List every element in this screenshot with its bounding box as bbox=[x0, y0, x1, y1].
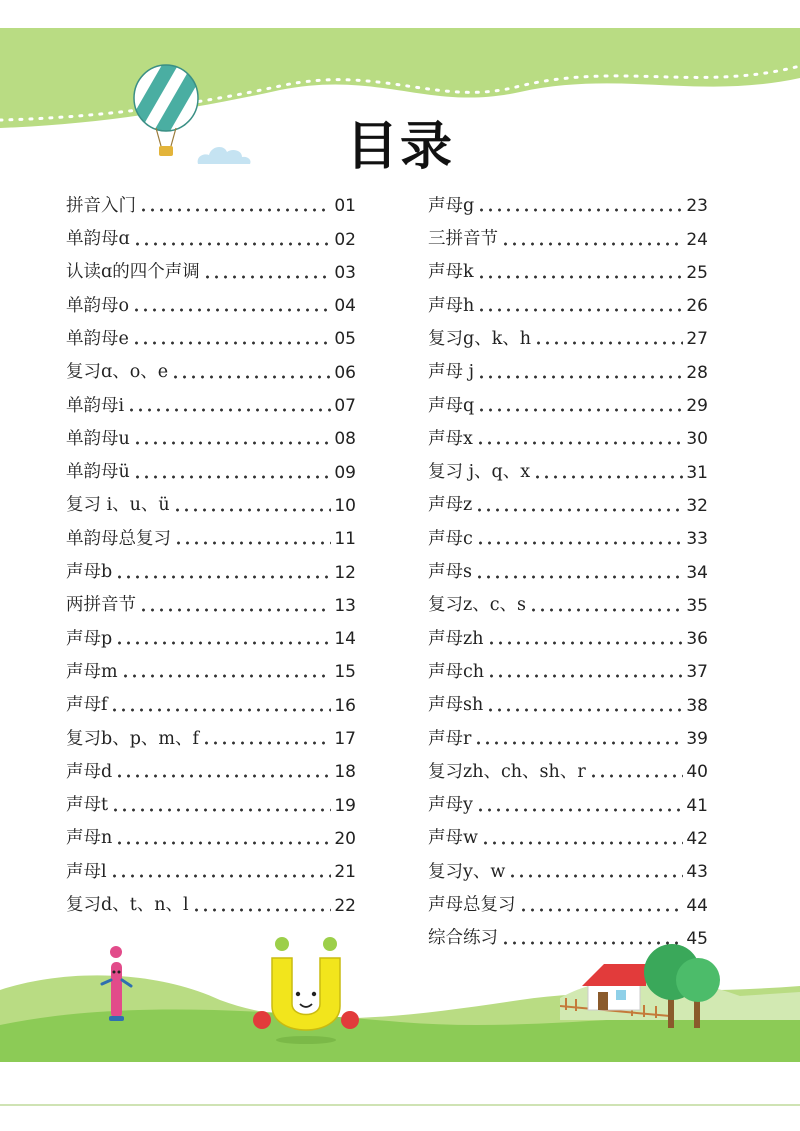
toc-entry-label: 认读ɑ的四个声调 bbox=[66, 262, 200, 283]
toc-entry-page-number: 23 bbox=[686, 196, 708, 217]
toc-entry-page-number: 12 bbox=[334, 562, 356, 583]
toc-leader-dots bbox=[133, 237, 332, 247]
toc-entry-label: 声母c bbox=[428, 528, 473, 549]
toc-entry-label: 单韵母ɑ bbox=[66, 229, 130, 250]
toc-entry-label: 单韵母u bbox=[66, 428, 130, 449]
toc-entry-page-number: 37 bbox=[686, 662, 708, 683]
toc-entry-page-number: 43 bbox=[686, 862, 708, 883]
toc-entry-page-number: 05 bbox=[334, 329, 356, 350]
toc-leader-dots bbox=[501, 936, 683, 946]
toc-entry-label: 单韵母总复习 bbox=[66, 528, 171, 549]
toc-leader-dots bbox=[487, 669, 683, 679]
toc-entry-label: 单韵母i bbox=[66, 395, 125, 416]
toc-leader-dots bbox=[486, 703, 683, 713]
toc-entry-label: 声母q bbox=[428, 395, 475, 416]
toc-entry-page-number: 36 bbox=[686, 629, 708, 650]
toc-leader-dots bbox=[174, 536, 331, 546]
toc-entry[interactable] bbox=[66, 685, 356, 718]
toc-entry-label: 声母ch bbox=[428, 661, 485, 682]
toc-entry[interactable] bbox=[428, 652, 708, 685]
toc-leader-dots bbox=[476, 536, 684, 546]
toc-entry-page-number: 29 bbox=[686, 396, 708, 417]
toc-leader-dots bbox=[476, 803, 683, 813]
toc-entry-page-number: 04 bbox=[334, 296, 356, 317]
toc-leader-dots bbox=[533, 470, 683, 480]
toc-entry-label: 声母p bbox=[66, 628, 113, 649]
toc-entry-page-number: 28 bbox=[686, 362, 708, 383]
toc-leader-dots bbox=[477, 270, 684, 280]
toc-entry-page-number: 44 bbox=[686, 895, 708, 916]
toc-entry-page-number: 20 bbox=[334, 828, 356, 849]
page-title: 目录 bbox=[345, 117, 454, 177]
toc-entry[interactable] bbox=[428, 785, 708, 818]
toc-entry-page-number: 39 bbox=[686, 729, 708, 750]
toc-entry-label: 单韵母e bbox=[66, 328, 129, 349]
toc-entry-label: 声母总复习 bbox=[428, 895, 516, 916]
toc-entry-page-number: 25 bbox=[686, 262, 708, 283]
toc-leader-dots bbox=[139, 203, 331, 213]
toc-entry-page-number: 10 bbox=[334, 495, 356, 516]
toc-entry[interactable] bbox=[428, 919, 708, 952]
toc-entry[interactable] bbox=[428, 352, 708, 385]
toc-leader-dots bbox=[173, 503, 332, 513]
toc-entry[interactable] bbox=[428, 885, 708, 918]
toc-entry-page-number: 41 bbox=[686, 795, 708, 816]
toc-leader-dots bbox=[203, 270, 332, 280]
toc-entry[interactable] bbox=[66, 419, 356, 452]
toc-column-left bbox=[66, 186, 356, 919]
toc-entry-page-number: 15 bbox=[334, 662, 356, 683]
toc-entry-page-number: 19 bbox=[334, 795, 356, 816]
toc-leader-dots bbox=[121, 669, 332, 679]
toc-leader-dots bbox=[110, 703, 331, 713]
toc-leader-dots bbox=[139, 603, 331, 613]
toc-entry-label: 声母t bbox=[66, 795, 109, 816]
toc-entry-label: 声母h bbox=[428, 295, 475, 316]
toc-leader-dots bbox=[133, 470, 332, 480]
toc-entry-page-number: 03 bbox=[334, 262, 356, 283]
toc-entry-label: 声母n bbox=[66, 828, 113, 849]
footer-divider-line bbox=[0, 1104, 800, 1106]
toc-entry-label: 复习 i、u、ü bbox=[66, 495, 170, 516]
toc-entry-label: 两拼音节 bbox=[66, 595, 136, 616]
toc-entry-page-number: 16 bbox=[334, 695, 356, 716]
toc-entry-page-number: 34 bbox=[686, 562, 708, 583]
toc-leader-dots bbox=[171, 370, 331, 380]
toc-entry[interactable] bbox=[428, 486, 708, 519]
toc-entry-label: 拼音入门 bbox=[66, 195, 136, 216]
toc-entry[interactable] bbox=[428, 219, 708, 252]
toc-entry-label: 声母r bbox=[428, 728, 472, 749]
toc-entry-page-number: 09 bbox=[334, 462, 356, 483]
toc-entry-label: 声母f bbox=[66, 695, 108, 716]
toc-entry-label: 声母s bbox=[428, 562, 472, 583]
toc-entry[interactable] bbox=[428, 685, 708, 718]
toc-entry-label: 声母x bbox=[428, 428, 473, 449]
toc-entry[interactable] bbox=[428, 419, 708, 452]
toc-entry[interactable] bbox=[66, 386, 356, 419]
toc-entry-page-number: 14 bbox=[334, 629, 356, 650]
toc-leader-dots bbox=[487, 636, 684, 646]
toc-entry-page-number: 22 bbox=[334, 895, 356, 916]
toc-entry-page-number: 27 bbox=[686, 329, 708, 350]
toc-leader-dots bbox=[477, 370, 683, 380]
toc-entry-page-number: 17 bbox=[334, 729, 356, 750]
toc-entry-label: 复习ɑ、o、e bbox=[66, 362, 169, 383]
toc-entry[interactable] bbox=[66, 519, 356, 552]
toc-entry[interactable] bbox=[428, 586, 708, 619]
toc-leader-dots bbox=[192, 903, 332, 913]
toc-entry[interactable] bbox=[66, 586, 356, 619]
toc-entry[interactable] bbox=[66, 286, 356, 319]
toc-entry-label: 声母 j bbox=[428, 362, 474, 383]
toc-entry[interactable] bbox=[66, 253, 356, 286]
toc-leader-dots bbox=[474, 736, 683, 746]
toc-entry-label: 声母w bbox=[428, 828, 478, 849]
toc-entry-label: 复习b、p、m、f bbox=[66, 728, 199, 749]
toc-entry-label: 复习z、c、s bbox=[428, 595, 527, 616]
toc-entry[interactable] bbox=[66, 186, 356, 219]
toc-entry-label: 声母g bbox=[428, 195, 475, 216]
toc-entry[interactable] bbox=[428, 852, 708, 885]
toc-entry[interactable] bbox=[66, 486, 356, 519]
toc-entry[interactable] bbox=[428, 452, 708, 485]
toc-leader-dots bbox=[115, 769, 331, 779]
toc-leader-dots bbox=[519, 903, 684, 913]
toc-leader-dots bbox=[477, 403, 683, 413]
toc-entry-label: 声母d bbox=[66, 761, 113, 782]
toc-entry-page-number: 08 bbox=[334, 429, 356, 450]
toc-entry[interactable] bbox=[66, 319, 356, 352]
toc-entry-page-number: 13 bbox=[334, 595, 356, 616]
toc-entry[interactable] bbox=[428, 186, 708, 219]
toc-entry[interactable] bbox=[66, 552, 356, 585]
toc-leader-dots bbox=[202, 736, 331, 746]
toc-leader-dots bbox=[477, 203, 683, 213]
toc-entry[interactable] bbox=[428, 386, 708, 419]
toc-entry-label: 复习d、t、n、l bbox=[66, 895, 189, 916]
toc-entry-page-number: 38 bbox=[686, 695, 708, 716]
toc-leader-dots bbox=[115, 570, 331, 580]
toc-entry[interactable] bbox=[66, 619, 356, 652]
toc-entry-page-number: 45 bbox=[686, 928, 708, 949]
toc-entry-page-number: 33 bbox=[686, 529, 708, 550]
toc-entry[interactable] bbox=[66, 352, 356, 385]
toc-entry-page-number: 18 bbox=[334, 762, 356, 783]
toc-entry[interactable] bbox=[428, 819, 708, 852]
toc-entry-label: 声母zh bbox=[428, 628, 484, 649]
toc-leader-dots bbox=[508, 869, 683, 879]
toc-entry-label: 声母l bbox=[66, 861, 107, 882]
toc-entry-page-number: 06 bbox=[334, 362, 356, 383]
toc-entry[interactable] bbox=[66, 819, 356, 852]
toc-entry[interactable] bbox=[66, 719, 356, 752]
toc-entry-page-number: 11 bbox=[334, 529, 356, 550]
toc-entry-label: 声母y bbox=[428, 795, 473, 816]
toc-leader-dots bbox=[501, 237, 683, 247]
toc-entry-label: 声母b bbox=[66, 562, 113, 583]
toc-entry-page-number: 42 bbox=[686, 828, 708, 849]
toc-entry-page-number: 32 bbox=[686, 495, 708, 516]
toc-leader-dots bbox=[110, 869, 332, 879]
toc-leader-dots bbox=[133, 436, 332, 446]
toc-entry[interactable] bbox=[428, 286, 708, 319]
toc-leader-dots bbox=[477, 303, 683, 313]
toc-entry[interactable] bbox=[66, 785, 356, 818]
toc-entry[interactable] bbox=[66, 752, 356, 785]
toc-leader-dots bbox=[589, 769, 684, 779]
toc-leader-dots bbox=[115, 636, 331, 646]
toc-entry-page-number: 01 bbox=[334, 196, 356, 217]
toc-entry[interactable] bbox=[428, 619, 708, 652]
toc-leader-dots bbox=[132, 336, 332, 346]
toc-entry[interactable] bbox=[428, 752, 708, 785]
toc-entry-label: 复习g、k、h bbox=[428, 328, 532, 349]
toc-leader-dots bbox=[115, 836, 331, 846]
toc-entry-label: 声母z bbox=[428, 495, 473, 516]
letter-i-character-icon bbox=[100, 944, 134, 1024]
toc-entry[interactable] bbox=[66, 219, 356, 252]
toc-leader-dots bbox=[127, 403, 331, 413]
toc-leader-dots bbox=[481, 836, 683, 846]
toc-leader-dots bbox=[529, 603, 683, 613]
toc-entry-label: 综合练习 bbox=[428, 928, 498, 949]
toc-entry-label: 复习zh、ch、sh、r bbox=[428, 761, 586, 782]
toc-entry-page-number: 26 bbox=[686, 296, 708, 317]
toc-entry[interactable] bbox=[428, 253, 708, 286]
toc-entry-page-number: 21 bbox=[334, 862, 356, 883]
toc-entry[interactable] bbox=[428, 519, 708, 552]
toc-leader-dots bbox=[476, 436, 683, 446]
toc-entry-page-number: 40 bbox=[686, 762, 708, 783]
toc-entry-label: 单韵母ü bbox=[66, 462, 130, 483]
toc-entry-label: 声母k bbox=[428, 262, 474, 283]
toc-leader-dots bbox=[534, 336, 683, 346]
toc-entry-label: 单韵母o bbox=[66, 295, 130, 316]
toc-leader-dots bbox=[132, 303, 331, 313]
toc-entry-label: 复习y、w bbox=[428, 861, 506, 882]
toc-entry-label: 声母sh bbox=[428, 695, 484, 716]
toc-entry-label: 复习 j、q、x bbox=[428, 462, 531, 483]
toc-entry-page-number: 30 bbox=[686, 429, 708, 450]
toc-leader-dots bbox=[475, 503, 683, 513]
toc-leader-dots bbox=[475, 570, 683, 580]
toc-entry-label: 三拼音节 bbox=[428, 229, 498, 250]
toc-entry[interactable] bbox=[66, 452, 356, 485]
toc-leader-dots bbox=[111, 803, 331, 813]
toc-entry-page-number: 07 bbox=[334, 396, 356, 417]
toc-entry-page-number: 31 bbox=[686, 462, 708, 483]
toc-entry-page-number: 24 bbox=[686, 229, 708, 250]
toc-entry-page-number: 35 bbox=[686, 595, 708, 616]
toc-entry[interactable] bbox=[428, 719, 708, 752]
toc-entry-page-number: 02 bbox=[334, 229, 356, 250]
toc-entry[interactable] bbox=[66, 852, 356, 885]
toc-entry[interactable] bbox=[66, 652, 356, 685]
tree-icon bbox=[638, 940, 724, 1030]
toc-column-right bbox=[428, 186, 708, 952]
toc-entry[interactable] bbox=[428, 552, 708, 585]
letter-u-character-icon bbox=[252, 934, 364, 1046]
toc-entry[interactable] bbox=[428, 319, 708, 352]
toc-entry[interactable] bbox=[66, 885, 356, 918]
toc-entry-label: 声母m bbox=[66, 661, 118, 682]
